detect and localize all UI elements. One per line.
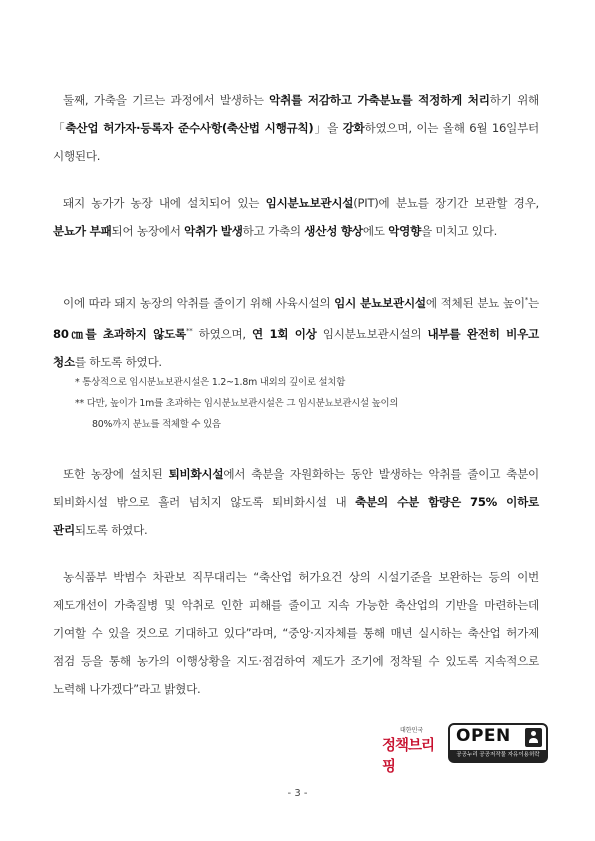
text: 둘째, 가축을 기르는 과정에서 발생하는: [63, 93, 270, 107]
text: 하고 가축의: [242, 224, 305, 238]
bold-text: 분뇨가 부패: [53, 224, 112, 238]
text: 에서 축분을 자원화하는 동안 발생하는 악취를 줄이고 축분이 퇴비화시설 밖으로 흘러 넘치지 않도록 퇴비화시설 내: [53, 467, 539, 509]
text: 임시분뇨보관시설의: [316, 326, 428, 341]
text: 되도록 하였다.: [74, 523, 148, 537]
text: 는: [528, 295, 539, 310]
bold-text: 연 1회 이상: [252, 326, 317, 341]
policy-briefing-logo: [380, 722, 444, 775]
bold-text: 내부를 완전히 비우고 청소: [53, 326, 540, 369]
logos: [380, 722, 552, 775]
paragraph-quote: [53, 563, 539, 703]
open-wordmark: OPEN: [456, 726, 511, 746]
open-license-logo: [448, 723, 548, 763]
text: 되어 농장에서: [111, 224, 185, 238]
bold-text: 임시 분뇨보관시설: [334, 295, 426, 310]
logo-wordmark: 정책브리핑: [382, 738, 435, 775]
text: 을 미치고 있다.: [421, 224, 498, 238]
paragraph-composting: [53, 460, 539, 544]
text: 하기 위해 「: [53, 93, 540, 135]
open-caption: 공공누리 공공저작물 자유이용허락: [450, 750, 546, 761]
text: (PIT)에 분뇨를 장기간 보관할 경우,: [353, 196, 539, 210]
license-person-icon: [525, 728, 542, 747]
footnote-2: [75, 393, 535, 435]
text: 돼지 농가가 농장 내에 설치되어 있는: [63, 196, 266, 210]
text: 를 하도록 하였다.: [74, 354, 162, 369]
paragraph-pit-storage: [53, 189, 539, 245]
footnote-2-line-2: 80%까지 분뇨를 적체할 수 있음: [92, 419, 221, 430]
footnote-mark: *: [524, 296, 529, 304]
text: 이에 따라 돼지 농장의 악취를 줄이기 위해 사육시설의: [63, 295, 335, 310]
bold-text: 악취를 저감하고 가축분뇨를 적정하게 처리: [269, 93, 490, 107]
paragraph-odor-reduction: [53, 86, 539, 170]
bold-text: 임시분뇨보관시설: [265, 196, 354, 210]
footnote-mark: **: [185, 326, 193, 335]
bold-text: 80㎝를 초과하지 않도록: [53, 326, 186, 341]
bold-text: 퇴비화시설: [168, 467, 224, 481]
bold-text: 생산성 향상: [304, 224, 363, 238]
bold-text: 축분의 수분 함량은 75% 이하로 관리: [53, 495, 539, 537]
logo-caption: 대한민국: [400, 727, 424, 734]
bold-text: 강화: [342, 121, 365, 135]
bold-text: 악영향: [388, 224, 422, 238]
bold-text: 축산업 허가자·등록자 준수사항(축산법 시행규칙): [65, 121, 314, 135]
paragraph-manure-height: [53, 286, 539, 376]
footnote-1: * 통상적으로 임시분뇨보관시설은 1.2~1.8m 내외의 깊이로 설치함: [75, 377, 346, 388]
text: 농식품부 박범수 차관보 직무대리는 “축산업 허가요건 상의 시설기준을 보완하는 등의 이번 제도개선이 가축질병 및 악취로 인한 피해를 줄이고 지속 가능한 축산업의 기반을 마련하는데 기여할 수 있을 것으로 기대하고 있다”라며, “중앙·지자체를 통해 매년 실시하는 축산업 허가제 점검 등을 통해 농가의 이행상황을 지도·점검하여 제도가 조기에 정착될 수 있도록 지속적으로 노력해 나가겠다”라고 밝혔다.: [53, 570, 539, 696]
text: 에도: [362, 224, 389, 238]
text: 」을: [313, 121, 343, 135]
text: 에 적체된 분뇨 높이: [425, 295, 525, 310]
text: 하였으며,: [192, 326, 253, 341]
bold-text: 악취가 발생: [184, 224, 243, 238]
text: 하였으며, 이는 올해 6월 16일부터 시행된다.: [53, 121, 539, 163]
footnote-2-line-1: ** 다만, 높이가 1m를 초과하는 임시분뇨보관시설은 그 임시분뇨보관시설 높이의: [75, 398, 399, 409]
page-number: - 3 -: [287, 788, 308, 799]
text: 또한 농장에 설치된: [63, 467, 169, 481]
